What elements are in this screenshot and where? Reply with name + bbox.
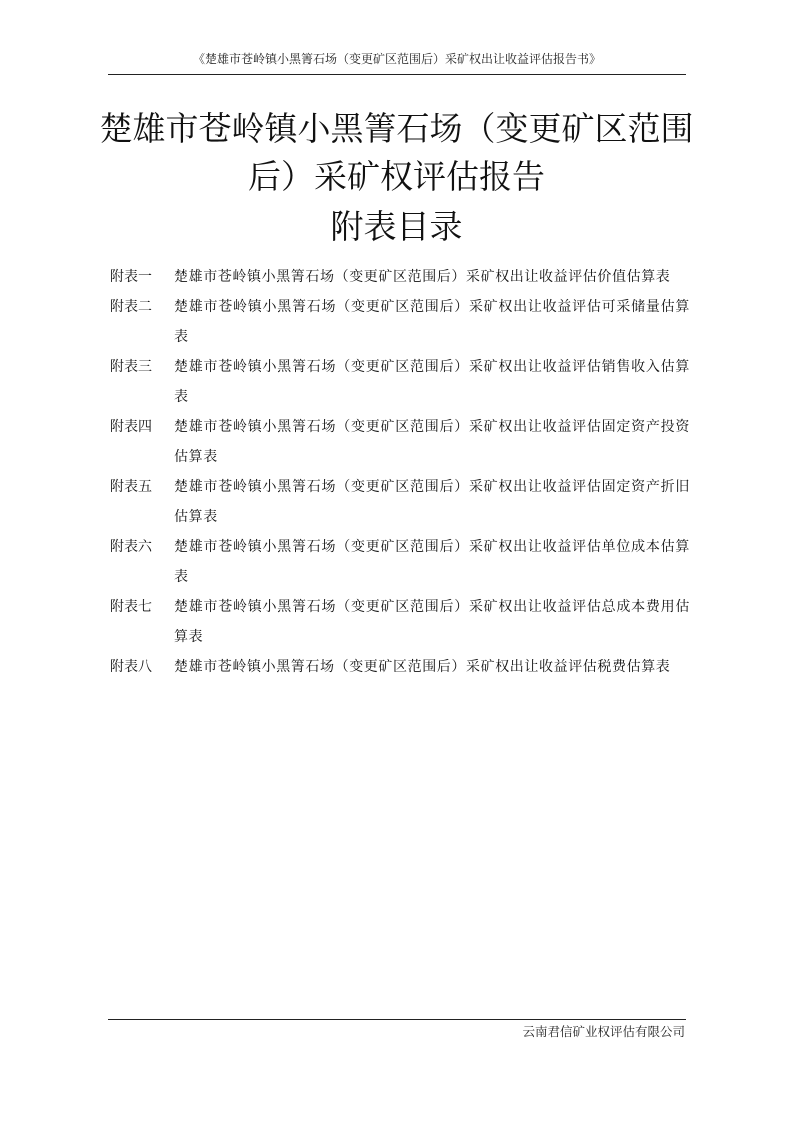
toc-item-text: 楚雄市苍岭镇小黑箐石场（变更矿区范围后）采矿权出让收益评估销售收入估算表 (174, 359, 690, 405)
title-line-1: 楚雄市苍岭镇小黑箐石场（变更矿区范围 (99, 109, 694, 148)
toc-item-text: 楚雄市苍岭镇小黑箐石场（变更矿区范围后）采矿权出让收益评估总成本费用估算表 (174, 599, 690, 645)
toc-item (110, 292, 690, 352)
toc-item (110, 412, 690, 472)
toc-item-number: 附表八 (110, 659, 152, 675)
toc-item-number: 附表四 (110, 419, 152, 435)
toc-item (110, 262, 690, 292)
toc-item-text: 楚雄市苍岭镇小黑箐石场（变更矿区范围后）采矿权出让收益评估单位成本估算表 (174, 539, 690, 585)
toc-item-text: 楚雄市苍岭镇小黑箐石场（变更矿区范围后）采矿权出让收益评估固定资产投资估算表 (174, 419, 690, 465)
footer-company: 云南君信矿业权评估有限公司 (522, 1024, 685, 1039)
toc-item-number: 附表二 (110, 299, 152, 315)
title-line-3: 附表目录 (330, 207, 463, 246)
toc-item-text: 楚雄市苍岭镇小黑箐石场（变更矿区范围后）采矿权出让收益评估价值估算表 (174, 269, 671, 285)
toc-item (110, 472, 690, 532)
toc-item-text: 楚雄市苍岭镇小黑箐石场（变更矿区范围后）采矿权出让收益评估固定资产折旧估算表 (174, 479, 690, 525)
toc-item-text: 楚雄市苍岭镇小黑箐石场（变更矿区范围后）采矿权出让收益评估可采储量估算表 (174, 299, 690, 345)
footer-divider (108, 1019, 686, 1020)
title-line-2: 后）采矿权评估报告 (248, 157, 545, 196)
toc-item (110, 532, 690, 592)
toc-item-text: 楚雄市苍岭镇小黑箐石场（变更矿区范围后）采矿权出让收益评估税费估算表 (174, 659, 671, 675)
toc-item-number: 附表六 (110, 539, 152, 555)
toc-item-number: 附表七 (110, 599, 152, 615)
header-divider (108, 74, 686, 75)
toc-item-number: 附表一 (110, 269, 152, 285)
toc-item (110, 352, 690, 412)
toc-item (110, 592, 690, 652)
toc-item-number: 附表三 (110, 359, 152, 375)
toc-item (110, 652, 690, 682)
toc-item-number: 附表五 (110, 479, 152, 495)
header-title: 《楚雄市苍岭镇小黑箐石场（变更矿区范围后）采矿权出让收益评估报告书》 (192, 52, 601, 66)
appendix-table-of-contents (110, 262, 690, 682)
